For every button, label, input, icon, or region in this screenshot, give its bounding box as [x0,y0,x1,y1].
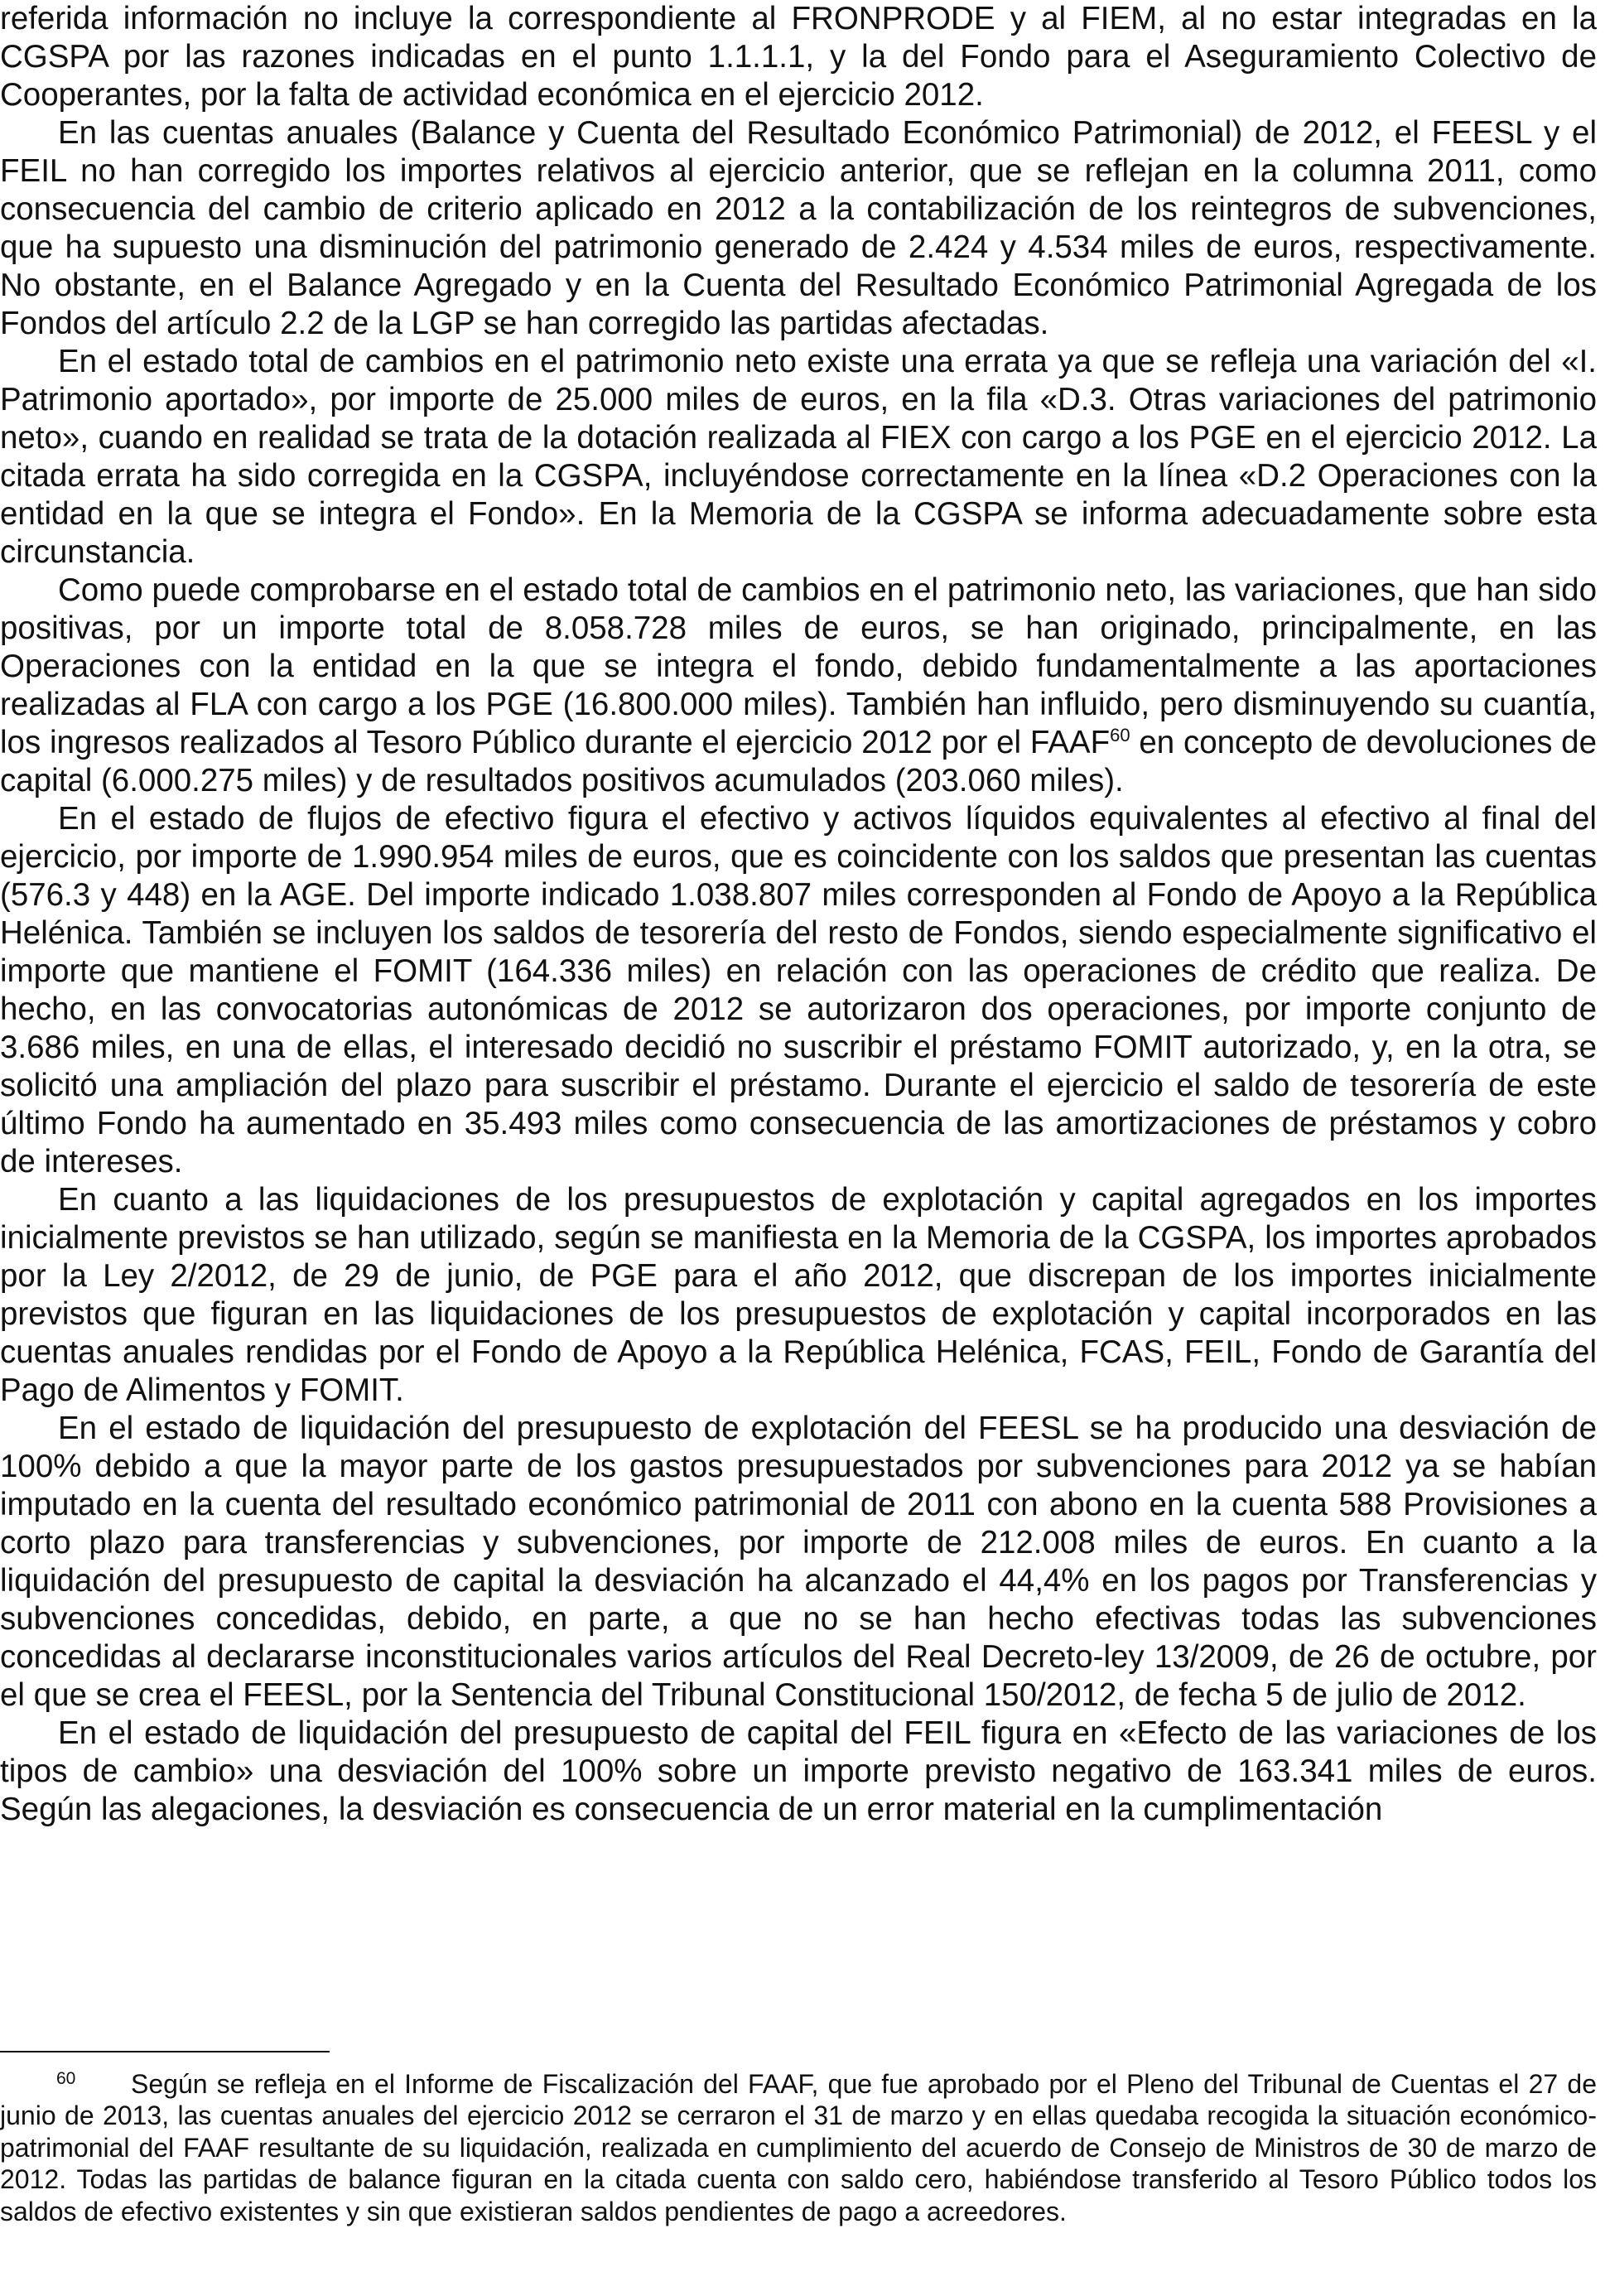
paragraph: referida información no incluye la correspondiente al FRONPRODE y al FIEM, al no estar integradas en la CGSPA por las razones indicadas en el punto 1.1.1.1, y la del Fondo para el Aseguramiento Colectivo de Cooperantes, por la falta de actividad económica en el ejercicio 2012. [0,1,1597,113]
paragraph-with-footnote-ref [0,572,1597,800]
footnote-separator [0,2051,330,2052]
paragraph: En cuanto a las liquidaciones de los presupuestos de explotación y capital agregados en los importes inicialmente previstos se han utilizado, según se manifiesta en la Memoria de la CGSPA, los importes aprobados por la Ley 2/2012, de 29 de junio, de PGE para el año 2012, que discrepan de los importes inicialmente previstos que figuran en las liquidaciones de los presupuestos de explotación y capital incorporados en las cuentas anuales rendidas por el Fondo de Apoyo a la República Helénica, FCAS, FEIL, Fondo de Garantía del Pago de Alimentos y FOMIT. [0,1182,1597,1408]
paragraph: En el estado total de cambios en el patrimonio neto existe una errata ya que se refleja una variación del «I. Patrimonio aportado», por importe de 25.000 miles de euros, en la fila «D.3. Otras variaciones del patrimonio neto», cuando en realidad se trata de la dotación realizada al FIEX con cargo a los PGE en el ejercicio 2012. La citada errata ha sido corregida en la CGSPA, incluyéndose correctamente en la línea «D.2 Operaciones con la entidad en la que se integra el Fondo». En la Memoria de la CGSPA se informa adecuadamente sobre esta circunstancia. [0,344,1597,570]
paragraph-text: Como puede comprobarse en el estado total de cambios en el patrimonio neto, las variaciones, que han sido positivas, por un importe total de 8.058.728 miles de euros, se han originado, principalmente, en las Operaciones con la entidad en la que se integra el fondo, debido fundamentalmente a las aportaciones realizadas al FLA con cargo a los PGE (16.800.000 miles). También han influido, pero disminuyendo su cuantía, los ingresos realizados al Tesoro Público durante el ejercicio 2012 por el FAAF [0,572,1597,760]
paragraph: En el estado de liquidación del presupuesto de explotación del FEESL se ha producido una desviación de 100% debido a que la mayor parte de los gastos presupuestados por subvenciones para 2012 ya se habían imputado en la cuenta del resultado económico patrimonial de 2011 con abono en la cuenta 588 Provisiones a corto plazo para transferencias y subvenciones, por importe de 212.008 miles de euros. En cuanto a la liquidación del presupuesto de capital la desviación ha alcanzado el 44,4% en los pagos por Transferencias y subvenciones concedidas, debido, en parte, a que no se han hecho efectivas todas las subvenciones concedidas al declararse inconstitucionales varios artículos del Real Decreto-ley 13/2009, de 26 de octubre, por el que se crea el FEESL, por la Sentencia del Tribunal Constitucional 150/2012, de fecha 5 de julio de 2012. [0,1411,1597,1713]
paragraph: En las cuentas anuales (Balance y Cuenta del Resultado Económico Patrimonial) de 2012, el FEESL y el FEIL no han corregido los importes relativos al ejercicio anterior, que se reflejan en la columna 2011, como consecuencia del cambio de criterio aplicado en 2012 a la contabilización de los reintegros de subvenciones, que ha supuesto una disminución del patrimonio generado de 2.424 y 4.534 miles de euros, respectivamente. No obstante, en el Balance Agregado y en la Cuenta del Resultado Económico Patrimonial Agregada de los Fondos del artículo 2.2 de la LGP se han corregido las partidas afectadas. [0,115,1597,341]
paragraph: En el estado de flujos de efectivo figura el efectivo y activos líquidos equivalentes al efectivo al final del ejercicio, por importe de 1.990.954 miles de euros, que es coincidente con los saldos que presentan las cuentas (576.3 y 448) en la AGE. Del importe indicado 1.038.807 miles corresponden al Fondo de Apoyo a la República Helénica. También se incluyen los saldos de tesorería del resto de Fondos, siendo especialmente significativo el importe que mantiene el FOMIT (164.336 miles) en relación con las operaciones de crédito que realiza. De hecho, en las convocatorias autonómicas de 2012 se autorizaron dos operaciones, por importe conjunto de 3.686 miles, en una de ellas, el interesado decidió no suscribir el préstamo FOMIT autorizado, y, en la otra, se solicitó una ampliación del plazo para suscribir el préstamo. Durante el ejercicio el saldo de tesorería de este último Fondo ha aumentado en 35.493 miles como consecuencia de las amortizaciones de préstamos y cobro de intereses. [0,801,1597,1179]
paragraph-text: en concepto de devoluciones de capital (6.000.275 miles) y de resultados positivos acumulados (203.060 miles). [0,725,1597,798]
footnote-text: Según se refleja en el Informe de Fiscalización del FAAF, que fue aprobado por el Pleno del Tribunal de Cuentas el 27 de junio de 2013, las cuentas anuales del ejercicio 2012 se cerraron el 31 de marzo y en ellas quedaba recogida la situación económico-patrimonial del FAAF resultante de su liquidación, realizada en cumplimiento del acuerdo de Consejo de Ministros de 30 de marzo de 2012. Todas las partidas de balance figuran en la citada cuenta con saldo cero, habiéndose transferido al Tesoro Público todos los saldos de efectivo existentes y sin que existieran saldos pendientes de pago a acreedores. [0,2069,1597,2226]
footnote [0,2068,1597,2227]
footnote-reference[interactable]: 60 [1110,725,1130,745]
footnote-paragraph: 60 Según se refleja en el Informe de Fiscalización del FAAF, que fue aprobado por el Pleno del Tribunal de Cuentas el 27 de junio de 2013, las cuentas anuales del ejercicio 2012 se cerraron el 31 de marzo y en ellas quedaba recogida la situación económico-patrimonial del FAAF resultante de su liquidación, realizada en cumplimiento del acuerdo de Consejo de Ministros de 30 de marzo de 2012. Todas las partidas de balance figuran en la citada cuenta con saldo cero, habiéndose transferido al Tesoro Público todos los saldos de efectivo existentes y sin que existieran saldos pendientes de pago a acreedores. [0,2069,1597,2226]
paragraph: En el estado de liquidación del presupuesto de capital del FEIL figura en «Efecto de las variaciones de los tipos de cambio» una desviación del 100% sobre un importe previsto negativo de 163.341 miles de euros. Según las alegaciones, la desviación es consecuencia de un error material en la cumplimentación [0,1715,1597,1827]
